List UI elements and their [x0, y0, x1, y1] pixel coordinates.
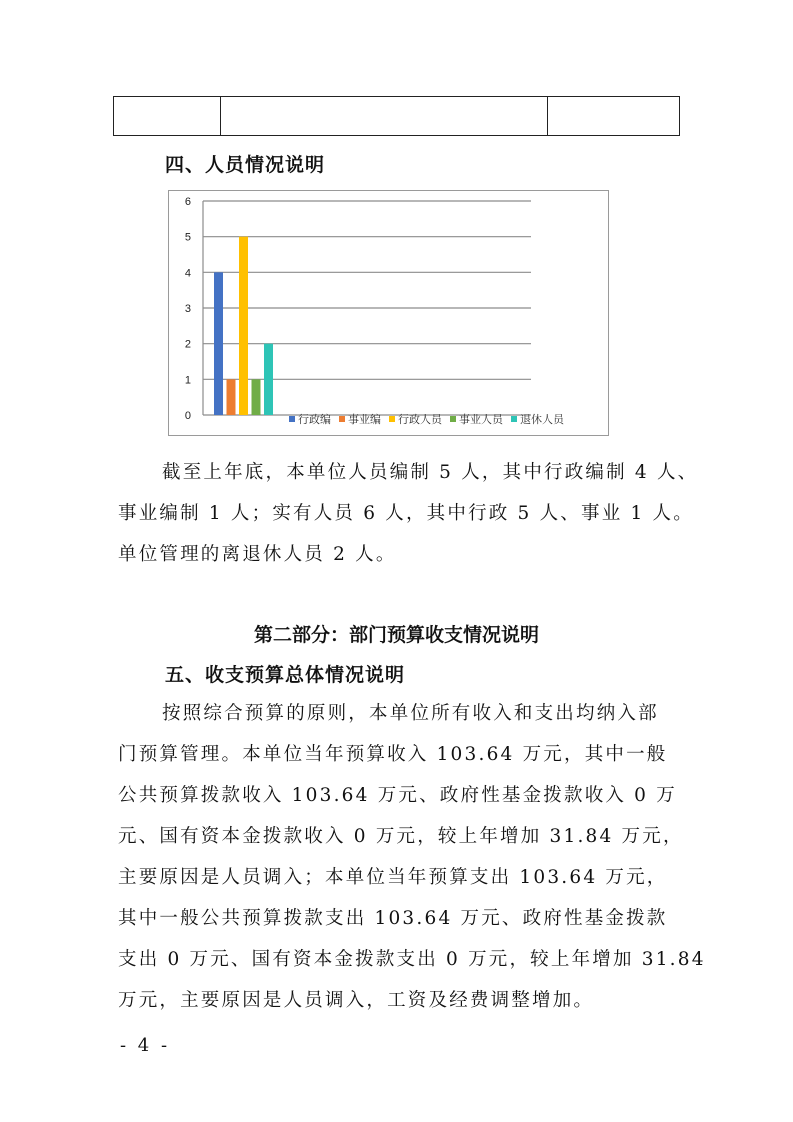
legend-swatch [389, 416, 395, 422]
chart-svg [169, 191, 610, 437]
section4-paragraph [118, 452, 699, 575]
bar-行政人员 [239, 237, 248, 415]
legend-label: 事业人员 [459, 413, 503, 426]
y-tick-label: 0 [184, 410, 191, 422]
legend-swatch [511, 416, 517, 422]
bar-退休人员 [264, 344, 273, 415]
staff-bar-chart [168, 190, 609, 436]
table-cell [114, 97, 221, 135]
section5-heading: 五、收支预算总体情况说明 [165, 664, 406, 686]
y-tick-label: 3 [184, 303, 191, 315]
paragraph-line: 主要原因是人员调入；本单位当年预算支出 103.64 万元， [118, 867, 668, 888]
legend-label: 行政人员 [398, 413, 442, 426]
section4-heading: 四、人员情况说明 [165, 154, 326, 176]
legend-label: 行政编 [298, 413, 331, 426]
paragraph-line: 万元，主要原因是人员调入，工资及经费调整增加。 [118, 990, 595, 1011]
paragraph-line: 公共预算拨款收入 103.64 万元、政府性基金拨款收入 0 万 [118, 785, 677, 806]
bar-事业人员 [252, 379, 261, 415]
paragraph-line: 截至上年底，本单位人员编制 5 人，其中行政编制 4 人、 [162, 462, 699, 483]
y-tick-label: 6 [184, 196, 191, 208]
legend-swatch [339, 416, 345, 422]
y-tick-label: 1 [184, 374, 191, 387]
legend-label: 退休人员 [520, 413, 564, 426]
legend-label: 事业编 [348, 413, 381, 426]
y-tick-label: 5 [184, 231, 191, 244]
part2-heading: 第二部分：部门预算收支情况说明 [253, 624, 539, 646]
y-tick-label: 2 [184, 338, 191, 351]
legend-swatch [450, 416, 456, 422]
section5-paragraph [118, 693, 706, 1021]
paragraph-line: 事业编制 1 人；实有人员 6 人，其中行政 5 人、事业 1 人。 [118, 503, 694, 524]
paragraph-line: 按照综合预算的原则，本单位所有收入和支出均纳入部 [162, 703, 659, 724]
paragraph-line: 其中一般公共预算拨款支出 103.64 万元、政府性基金拨款 [118, 908, 668, 929]
paragraph-line: 支出 0 万元、国有资本金拨款支出 0 万元，较上年增加 31.84 [118, 949, 706, 970]
bar-事业编 [227, 379, 236, 415]
page-number: - 4 - [120, 1035, 171, 1056]
paragraph-line: 元、国有资本金拨款收入 0 万元，较上年增加 31.84 万元， [118, 826, 684, 847]
paragraph-line: 门预算管理。本单位当年预算收入 103.64 万元，其中一般 [118, 744, 668, 765]
paragraph-line: 单位管理的离退休人员 2 人。 [118, 544, 397, 565]
legend-swatch [289, 416, 295, 422]
bar-行政编 [214, 272, 223, 415]
y-tick-label: 4 [184, 267, 191, 280]
table-cell [221, 97, 548, 135]
table-fragment-row [113, 96, 680, 136]
table-cell [548, 97, 679, 135]
